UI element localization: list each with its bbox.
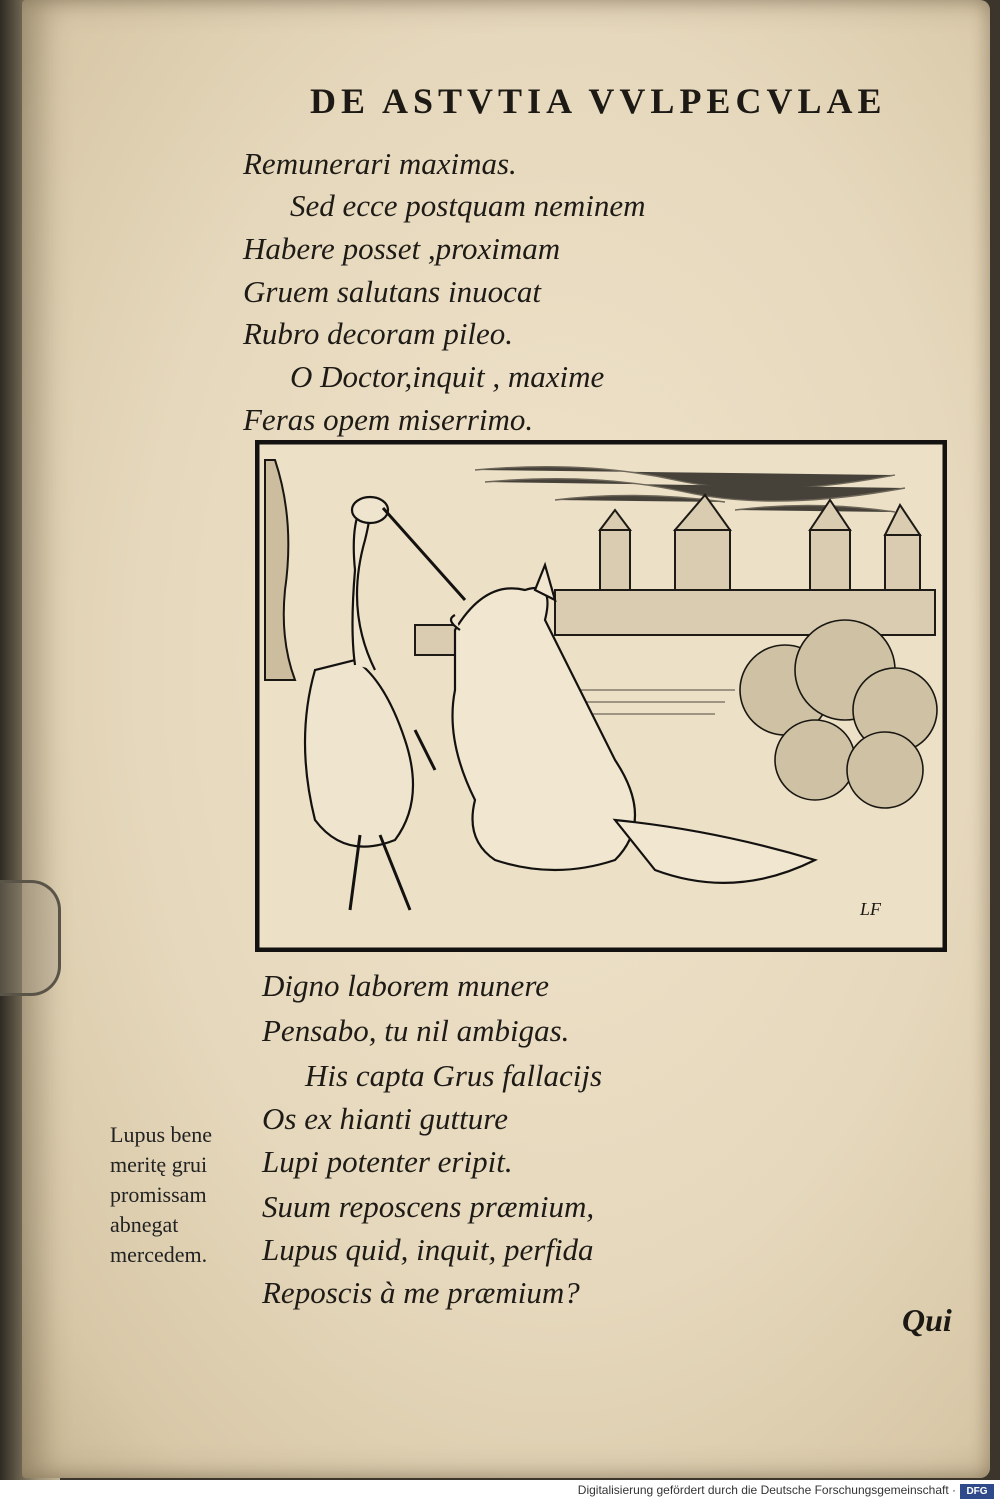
verse-line: Sed ecce postquam neminem	[290, 188, 646, 223]
verse-line: Habere posset ,proximam	[243, 231, 561, 266]
marginal-note-line: meritę grui	[110, 1152, 208, 1177]
artist-monogram: LF	[860, 899, 882, 919]
verse-line: O Doctor,inquit , maxime	[290, 359, 605, 394]
catchword: Qui	[902, 1302, 952, 1338]
verse-line: Gruem salutans inuocat	[243, 274, 541, 309]
verse-line: Remunerari maximas.	[243, 146, 517, 181]
running-head: DE ASTVTIA VVLPECVLAE	[310, 81, 887, 121]
marginal-note	[110, 1120, 260, 1270]
verse-line: Feras opem miserrimo.	[243, 402, 534, 437]
verse-line: His capta Grus fallacijs	[305, 1058, 603, 1093]
verse-line: Suum reposcens præmium,	[262, 1189, 595, 1224]
verse-line: Os ex hianti gutture	[262, 1101, 508, 1136]
footer-credit: Digitalisierung gefördert durch die Deutsche Forschungsgemeinschaft ·	[577, 1483, 956, 1497]
verse-line: Reposcis à me præmium?	[262, 1275, 580, 1310]
marginal-note-line: mercedem.	[110, 1242, 208, 1267]
verse-line: Pensabo, tu nil ambigas.	[262, 1013, 570, 1048]
verse-line: Lupus quid, inquit, perfida	[262, 1232, 594, 1267]
marginal-note-line: abnegat	[110, 1212, 179, 1237]
marginal-note-line: promissam	[110, 1182, 207, 1207]
dfg-logo: DFG	[960, 1484, 994, 1499]
marginal-note-line: Lupus bene	[110, 1122, 213, 1147]
verse-line: Rubro decoram pileo.	[243, 316, 514, 351]
verse-line: Lupi potenter eripit.	[262, 1144, 513, 1179]
clasp-tab	[0, 880, 61, 996]
woodcut-illustration	[255, 440, 947, 952]
footer-bar	[0, 1480, 1000, 1503]
verse-line: Digno laborem munere	[262, 968, 549, 1003]
